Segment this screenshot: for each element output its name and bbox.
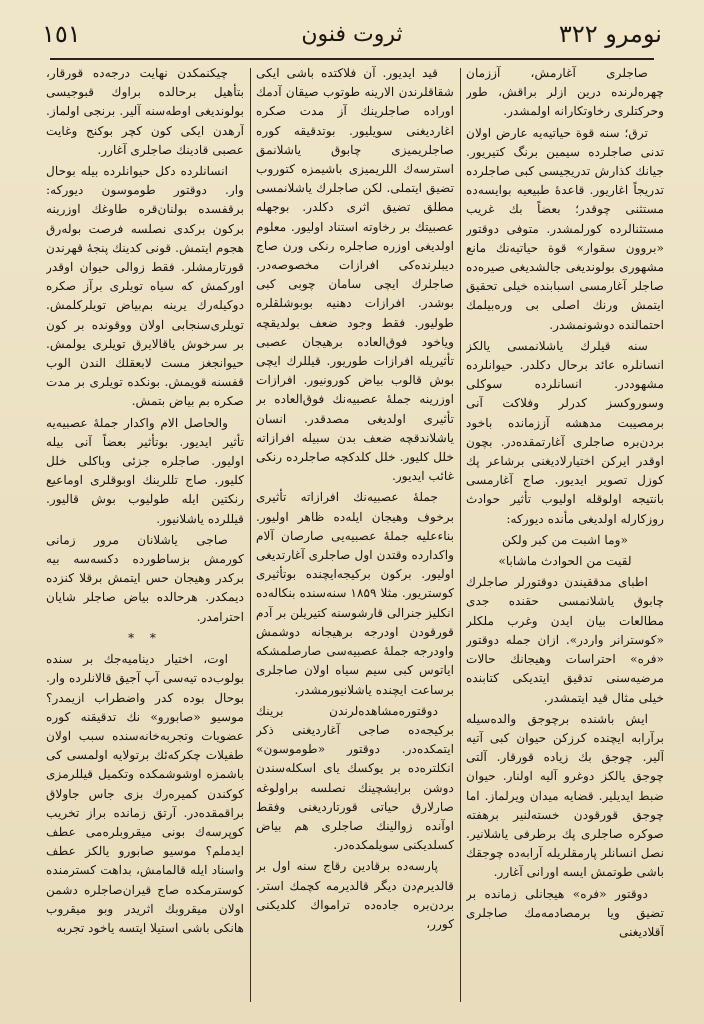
journal-title: ثروت فنون: [301, 22, 403, 47]
paragraph: پارسه‌ده برقادین رقاج سنه اول بر قالدیرم‌دن دیگر قالدیرمه کچمك استر. بردن‌بره جاده‌ده ترامواك کلدیکنی کورر،: [256, 859, 454, 931]
paragraph: سنه قیلرك یاشلانمسی یالکز انسانلره عائد برحال دکلدر. حیوانلرده مشهوددر. انسانلرده سوکلی وسوروکسز کدرلر وفلاکت آنی برمصیبت مدهشه آززمانده باخود بردن‌بره صاجلری آغارتمقده‌در. بچون اوقدر ایرکن اختیارلادیغنی برشاعر پك کوزل تصویر ایدیور. صاج آغارمسی بانتیجه اولوقله اولیوب تأثیر حوادث روزکارله اولدیغی مأنده دیورکه:: [466, 338, 664, 526]
paragraph: ترق؛ سنه قوة حیاتیه‌یه عارض اولان تدنی صاجلرده سیمین برنگ کتیریور. جیانك کذارش تدریجیسی کبی صاجلرده تدریجاً اغاریور. قاعدهٔ طبیعیه بوایسه‌ده مستثنی چوقدر؛ بعضاً بك غریب مستثنالرده کورلمشدر. متوفی دوقتور «بروون سقوار» قوة حیاتیه‌نك مانع مشهوری بولوندیغی جالشدیغی صیره‌ده صاجلر آغارمسی اسبابنده خیلی تحقیق ایتمش ورنك اصلی بی وره‌بیلمك احتمالنده دوشونمشدر.: [466, 125, 664, 332]
middle-column: [256, 64, 454, 1006]
paragraph: ایش باشنده برچوجق والده‌سیله برآرابه ایچنده کرزکن حیوان کبی آتیه آلیر. چوجق بك زیاده قورقار. آلتی چوجق یالکز دوغرو آلیه اولنار. حیوان ضبط ایدیلیر. قضایه میدان ویرلماز. اما چوجق قورقودن خسته‌لنیر برهفته صوکره صاجلری پك برطرفی یاشلانیر. نصل انسانلر پارمقلریله آرابه‌ده چوجقك باشی طوتمش ایسه اورانی آغارر.: [466, 711, 664, 880]
paragraph: اطبای مدققیندن دوقتورلر صاجلرك چابوق یاشلانمسی حقنده جدی مطالعات بیان ایدن وغرب ملکلر «کوسترانر واردر». ازان جمله دوقتور «فره» احتراسات وهیجانك حالات مرضیه‌سنی تدقیق ایتدیکی کتابنده خیلی مثال قید ایتمشدر.: [466, 575, 664, 705]
paragraph: قید ایدیور. آن فلاکتده باشی ایکی شقاقلرندن الارینه طوتوب صیقان آدمك اوراده صاجلرینك آز مدت صکره اغاردیغنی سویلیور. بوتدقیقه کوره صاجلریمیزی چابوق یاشلانمق استرسه‌ك اللریمیزی باشیمزه کتوروب تضیق ایتملی. لکن صاجلرك یاشلانمسی مطلق تضیق اثری دکلدر. بوجهله عصبیتك بر رخاوته استناد اولیور. معلوم اولدیغی اوزره صاجلره رنکی ورن صاج دیبلرنده‌کی افرازات مخصوصه‌در. صاجلرك ایچی سامان چوبی کبی بوشدر. افرازات دهنیه بوبوشلقلره طولیور. فقط وجود ضعف بولدیقچه ویاخود فوق‌العاده برهیجان عصبی تأثیریله افرازات طوریور. قیللرك ایچی بوش قالوب بیاض کورونیور. افرازات اوزرینه جملهٔ عصبیه‌نك فوق‌العاده بر تأثیری اولدیغی مصدقدر. انسان یاشلاندقچه ضعف بدن سبیله افرازاته خلل کلیور. خلل کلدکچه صاجلرده رنکی غائب ایدیور.: [256, 66, 454, 484]
paragraph: صاجلری آغارمش، آززمان چهره‌لرنده درین ازلر براقش، طور وحرکتلری رخاوتکارانه اولمشدر.: [466, 66, 664, 119]
right-column: [466, 64, 664, 1006]
header-rule: [50, 58, 654, 60]
paragraph: جملهٔ عصبیه‌نك افرازاته تأثیری برخوف وهیجان ایله‌ده ظاهر اولیور. بناءعلیه جملهٔ عصبیه‌یی صارصان آلام واکدارده وقتدن اول صاجلری آغارتدیغی اولیور. برکون برکیجه‌ایچنده بوتأثیری کوستریور. مثلا ۱۸۵۹ سنه‌سنده بنکاله‌ده انکلیز جنرالی قارشوسنه کتیریلن بر آدم قورقودن اودرجه برهیجانه دوشمش واودرجه جملهٔ عصبیه‌سی صارصلمشکه ایاتوس کبی سیم سیاه اولان صاجلری برساعت ایچنده یاشلانیورمشدر.: [256, 490, 454, 697]
paragraph: چیکنمکدن نهایت درجه‌ده قورقار، بتأهیل برحالده براوك قبوجیسی بولوندیغی اوطه‌سنه آلیر. برنجی اولماز. آرهدن ایکی کون کچر بوکنج وغایت عصبی قادینك صاجلری آغارر.: [46, 66, 244, 157]
columns: [46, 64, 664, 1006]
paragraph: صاجی یاشلانان مرور زمانی کورمش بزساطورده دکسه‌سه بیه برکدر وهیجان حس ایتمش برقلا کنزده دیمکدر. هرحالده بیاض صاجلر شایان احترامدر.: [46, 532, 244, 624]
left-column: [46, 64, 244, 1006]
paragraph: انسانلرده دکل حیوانلرده بیله بوحال وار. دوقتور طوموسون دیورکه: برقفسده بولنان‌قره طاوغك اوزرینه برکون برکدی نصلسه فرصت بوله‌رق هجوم ایتمش. قونی کدینك پنجهٔ قهرندن قورتارمشلر. فقط زوالی حیوان اوقدر اورکمش که سیاه تویلری برآز صکره دوکیله‌رك یرینه بم‌بیاض تویلرکلمش. تویلری‌سنجابی اولان ووقونده بر کون بر سرخوش یاقالایرق تویلری یولمش. حیوانجغز مست لابعقلك الندن الوب قفسنه قویمش. بونکده تویلری بر مدت صکره بم بیاض بتمش.: [46, 164, 244, 409]
column-divider: [250, 68, 251, 1002]
column-divider: [460, 68, 461, 1002]
issue-number: نومرو ٣٢٢: [558, 20, 662, 48]
paragraph: اوت، اختیار دینامیه‌جك بر سنده بولوب‌ده تیه‌سی آپ آجیق قالانلرده وار. بوحال بوده کدر واضطراب ازیمدر؟ موسیو «صابورو» نك تدقیقنه کوره عضویات وتجربه‌خانه‌سنده سبب اولان طفیلات چکرکه‌ئك برتولایه اولمسی کی باشمزه اوشوشمکده وتکمیل قیللرمزی کوکندن کمیره‌رك بزی جاس جاولاق براقمقده‌در. آرتق زمانده براز تخریب کوپرسه‌ك بونی میقروبلره‌می عطف ایدملم؟ موسیو صابورو یالکز عطف واسناد ایله قالمامش، بداهت کسترمنده کوسترمکده صاج قیران‌صاجلره دشمن اولان میقروبك اثریدر وبو میقروب هانکی باشی استیلا ایتسه یاخود تجربه: [46, 652, 244, 935]
paragraph: دوقتور «فره» هیجانلی زمانده بر تضیق ویا برمصادمه‌مك صاجلری آقلادیغنی: [466, 886, 664, 939]
paragraph: دوقتوره‌مشاهده‌لرندن برینك برکیجه‌ده صاجی آغاردیغنی ذکر ایتمکده‌در. دوقتور «طوموسون» انکلتره‌ده بر یوکسك یای اسکله‌سندن دوشن برایشچینك نصلسه براولوغه صارلارق حیاتی قورتاردیغنی وفقط اوآنده زوالینك صاجلری هم بیاض کسلدیکنی سویلمکده‌در.: [256, 703, 454, 853]
verse-line: لقیت من الحوادث ماشابا»: [498, 554, 632, 569]
verse-line: «وما اشبت من کبر ولکن: [502, 532, 628, 547]
paragraph: والحاصل الام واکدار جملهٔ عصبیه‌یه تأثیر ایدیور. بوتأثیر بعضاً آنی بیله اولیور. صاجلره جزئی وباکلی خلل کلیور. صاج تللرینك اوبوقلری اوماعیع رنکتین ایله طولیوب بوش قالیور. قیللرده یاشلانیور.: [46, 415, 244, 526]
page-number: ١٥١: [42, 20, 81, 48]
section-separator: * *: [128, 630, 162, 645]
page-header: [22, 14, 682, 60]
